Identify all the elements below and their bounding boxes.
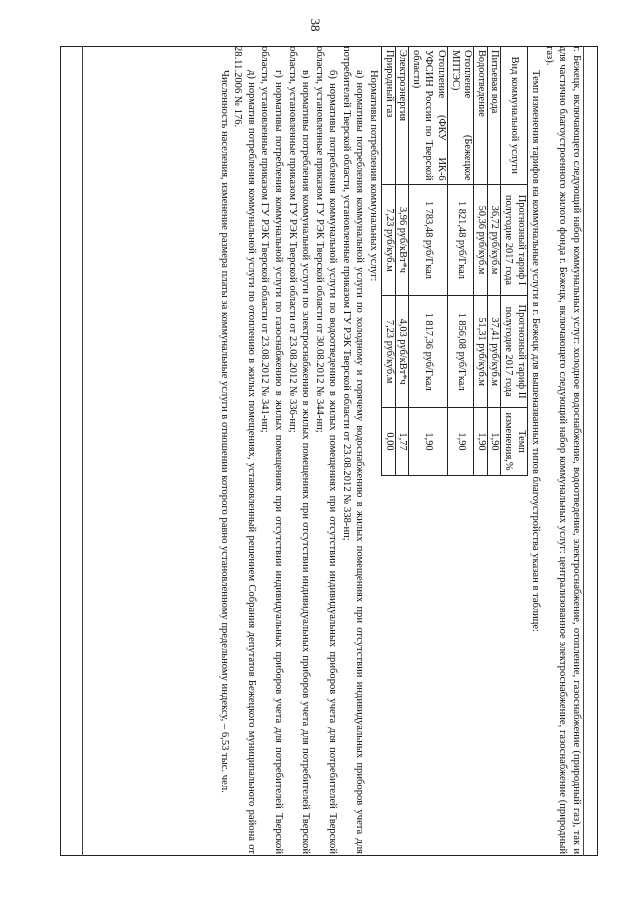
- cell-tariff-h1: 36,72 руб/куб.м: [487, 184, 501, 296]
- cell-tariff-h1: 1 821,48 руб/Гкал: [448, 184, 474, 296]
- table-row: [409, 47, 448, 476]
- cell-change-rate: 1,90: [409, 408, 448, 476]
- page-number: 38: [308, 18, 323, 32]
- table-header-row: [501, 47, 527, 476]
- cell-tariff-h2: 1 817,36 руб/Гкал: [409, 296, 448, 408]
- table-row: [448, 47, 474, 476]
- cell-tariff-h1: 3,96 руб/кВт*ч: [395, 184, 409, 296]
- cell-service: Электроэнергия: [395, 47, 409, 185]
- cell-service: Природный газ: [382, 47, 396, 185]
- cell-tariff-h2: 51,31 руб/куб.м: [474, 296, 488, 408]
- population-paragraph: Численность населения, изменение размера платы за коммунальные услуги в отношении которого равно установленному предельному индексу, – 6,53 тыс. чел.: [218, 70, 230, 793]
- header-tariff-h1: Прогнозный тариф I полугодие 2017 года: [501, 184, 527, 296]
- document-body: [83, 46, 583, 854]
- norm-item-g: г) нормативы потребления коммунальной услуги по газоснабжению в жилых помещениях при отсутствии индивидуальных приборов учета для потребителей Тверской области, установленные приказом ГУ РЭК Тверской области от 23.08.2012 № 341-нп;: [259, 46, 284, 854]
- cell-service: Питьевая вода: [487, 47, 501, 185]
- cell-service: Отопление (Бежецкое МПТЭС): [448, 47, 474, 185]
- norm-item-b: б) нормативы потребления коммунальной услуги по водоотведению в жилых помещениях при отсутствии индивидуальных приборов учета для потребителей Тверской области, установленные приказом ГУ РЭК Тверской области от 30.08.2012 № 344-нп;: [313, 46, 339, 854]
- header-service: Вид коммунальной услуги: [501, 47, 527, 185]
- intro-paragraph: г. Бежецк, включающего следующий набор коммунальных услуг: холодное водоснабжение, водоотведение, электроснабжение, отопление, газоснабжение (природный газ), так и для частично благоустроенного жилого фонда г. Бежецк, включающего следующий набор коммунальных услуг: централизованное электроснабжение, газоснабжение (природный газ).: [543, 46, 582, 854]
- cell-service: Водоотведение: [474, 47, 488, 185]
- table-row: [382, 47, 396, 476]
- cell-tariff-h2: 37,41 руб/куб.м: [487, 296, 501, 408]
- cell-change-rate: 1,77: [395, 408, 409, 476]
- norm-item-v: в) нормативы потребления коммунальной услуги по электроснабжению в жилых помещениях при отсутствии индивидуальных приборов учета для потребителей Тверской области, установленные приказом ГУ РЭК Тверской области от 23.08.2012 № 336-нп;: [286, 46, 312, 854]
- table-intro: Темп изменения тарифов на коммунальные услуги в г. Бежецк для вышеназванных типов благоустройства указан в таблице:: [530, 70, 542, 632]
- cell-tariff-h1: 7,23 руб/куб.м: [382, 184, 396, 296]
- cell-tariff-h2: 4,03 руб/кВт*ч: [395, 296, 409, 408]
- norm-item-d: д) норматив потребления коммунальной услуги по отоплению в жилых помещениях, установленный решением Собрания депутатов Бежецкого муниципального района от 28.11.2006 № 176.: [232, 46, 257, 854]
- header-change-rate: Темп изменения,%: [501, 408, 527, 476]
- cell-tariff-h1: 1 783,48 руб/Гкал: [409, 184, 448, 296]
- tariff-table: [381, 46, 528, 476]
- cell-change-rate: 0,00: [382, 408, 396, 476]
- cell-change-rate: 1,90: [474, 408, 488, 476]
- table-row: [487, 47, 501, 476]
- table-row: [474, 47, 488, 476]
- norms-heading: Нормативы потребления коммунальных услуг:: [368, 70, 380, 282]
- header-tariff-h2: Прогнозный тариф II полугодие 2017 года: [501, 296, 527, 408]
- right-column-rule: [583, 46, 584, 856]
- cell-tariff-h1: 50,36 руб/куб.м: [474, 184, 488, 296]
- table-row: [395, 47, 409, 476]
- cell-tariff-h2: 1 856,08 руб/Гкал: [448, 296, 474, 408]
- cell-service: Отопление (ФКУ ИК-6 УФСИН России по Тверской области): [409, 47, 448, 185]
- cell-change-rate: 1,90: [448, 408, 474, 476]
- cell-tariff-h2: 7,23 руб/куб.м: [382, 296, 396, 408]
- norm-item-a: а) нормативы потребления коммунальной услуги по холодному и горячему водоснабжению в жилых помещениях при отсутствии индивидуальных приборов учета для потребителей Тверской области, установленные приказом ГУ РЭК Тверской области от 23.08.2012 № 338-нп;: [340, 46, 366, 854]
- cell-change-rate: 1,90: [487, 408, 501, 476]
